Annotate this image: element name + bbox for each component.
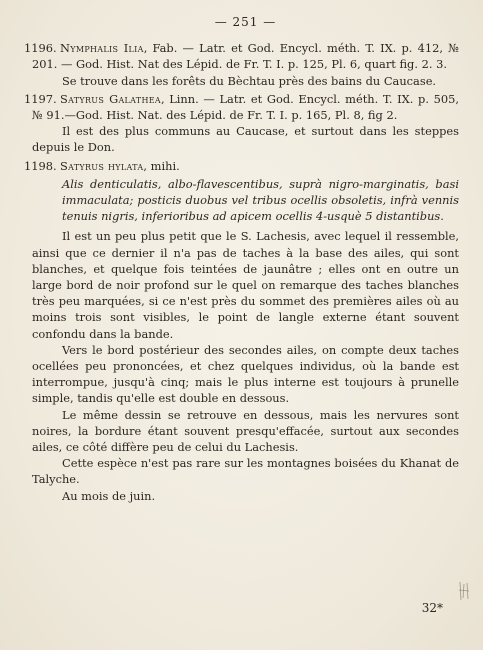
species-name: Nymphalis Ilia: [60, 41, 144, 56]
entry-paragraph: Au mois de juin.: [62, 488, 156, 503]
entry-paragraph: Il est des plus communs au Caucase, et surtout dans les steppes depuis le Don.: [32, 124, 459, 155]
entry-1196: [24, 40, 459, 89]
entry-paragraph: Vers le bord postérieur des secondes ailes, on compte deux taches ocellées peu prononcées, et chez quelques individus, où la bande est interrompue, jusqu'à cinq; mais le plus interne est toujours à prunelle simple, tandis qu'elle est double en dessous.: [32, 342, 459, 406]
page-number: — 251 —: [214, 15, 277, 29]
entry-number: 1196.: [24, 41, 57, 56]
entry-number: 1197.: [24, 91, 57, 106]
signature-mark: 32*: [421, 601, 443, 615]
latin-diagnosis: Alis denticulatis, albo-flavescentibus, suprà nigro-marginatis, basi immaculata; posticis duobus vel tribus ocellis obsoletis, infrà vennis tenuis nigris, inferioribus ad apicem ocellis 4-usquè 5 distantibus.: [62, 176, 459, 224]
entry-paragraph: Se trouve dans les forêts du Bèchtau près des bains du Caucase.: [62, 73, 437, 88]
entry-citation: [24, 158, 459, 174]
citation-text: , Fab. — Latr. et God. Encycl. méth. T. IX. p. 412, № 201. — God. Hist. Nat des Lépid. de Fr. T. I. p. 125, Pl. 6, quart fig. 2. 3.: [32, 41, 459, 72]
library-stamp-icon: [457, 580, 471, 602]
entry-1197: [24, 91, 459, 156]
species-name: Satyrus Galathea: [60, 91, 161, 106]
entry-paragraph: Le même dessin se retrouve en dessous, mais les nervures sont noires, la bordure étant souvent presqu'effacée, surtout aux secondes ailes, ce côté diffère peu de celui du Lachesis.: [32, 407, 459, 455]
citation-text: , mihi.: [143, 158, 180, 173]
entry-citation: [24, 91, 459, 123]
entry-1198: [24, 158, 459, 504]
entry-paragraph: Il est un peu plus petit que le S. Lachesis, avec lequel il ressemble, ainsi que ce dernier il n'a pas de taches à la base des ailes, qui sont blanches, et quelque fois teintées de jaunâtre ; elles ont en outre un large bord de noir profond sur le quel on remarque des taches blanches très peu marquées, si ce n'est près du sommet des premières ailes où au moins trois sont visibles, le point de langle externe étant souvent confondu dans la bande.: [32, 229, 459, 341]
entry-paragraph: Cette espèce n'est pas rare sur les montagnes boisées du Khanat de Talyche.: [32, 456, 459, 487]
entry-number: 1198.: [24, 158, 57, 173]
species-name: Satyrus hylata: [60, 158, 144, 173]
citation-text: , Linn. — Latr. et God. Encycl. méth. T. IX. p. 505, № 91.—God. Hist. Nat. des Lépid. de Fr. T. I. p. 165, Pl. 8, fig 2.: [32, 91, 459, 123]
entry-citation: [24, 40, 459, 72]
